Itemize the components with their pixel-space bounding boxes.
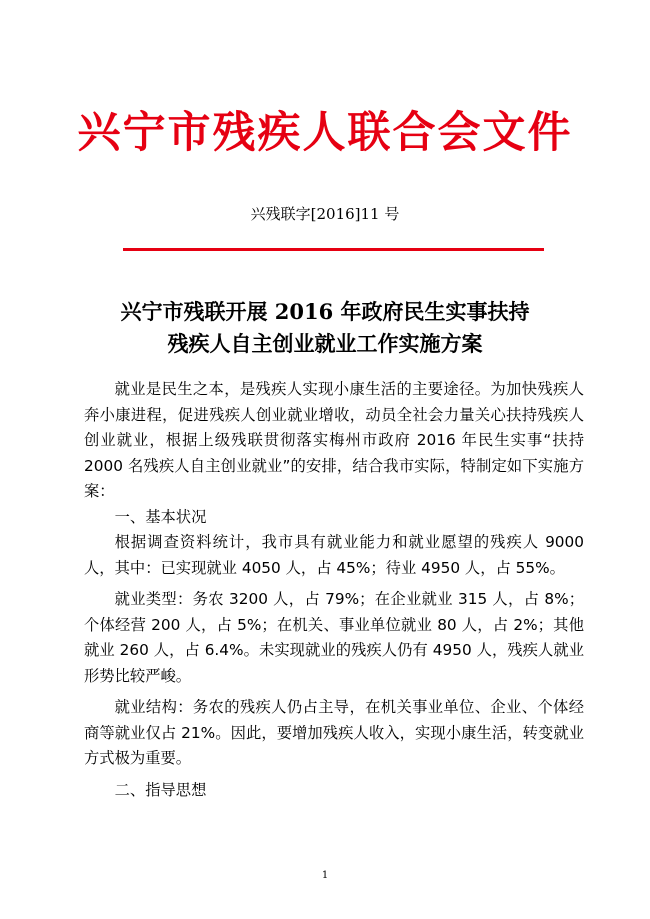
red-divider-line [123,248,544,251]
section-1-paragraph-3: 就业结构：务农的残疾人仍占主导，在机关事业单位、企业、个体经商等就业仅占 21%。因此，要增加残疾人收入，实现小康生活，转变就业方式极为重要。 [84,698,584,767]
page-number: 1 [321,870,329,881]
document-title-line-2: 残疾人自主创业就业工作实施方案 [167,331,483,356]
document-number: 兴残联字[2016]11 号 [250,205,400,223]
document-title [0,296,650,360]
document-title-line-1: 兴宁市残联开展 2016 年政府民生实事扶持 [120,299,530,324]
section-1-heading: 一、基本状况 [114,507,207,526]
section-2-heading: 二、指导思想 [114,780,207,799]
intro-paragraph: 就业是民生之本，是残疾人实现小康生活的主要途径。为加快残疾人奔小康进程，促进残疾人创业就业增收，动员全社会力量关心扶持残疾人创业就业，根据上级残联贯彻落实梅州市政府 2016 年民生实事“扶持 2000 名残疾人自主创业就业”的安排，结合我市实际，特制定如下实施方案： [84,380,584,500]
section-1-paragraph-2: 就业类型：务农 3200 人，占 79%；在企业就业 315 人，占 8%；个体经营 200 人，占 5%；在机关、事业单位就业 80 人，占 2%；其他就业 260 人，占 6.4%。未实现就业的残疾人仍有 4950 人，残疾人就业形势比较严峻。 [84,590,584,685]
org-header-title: 兴宁市残疾人联合会文件 [77,108,573,158]
section-1-paragraph-1: 根据调查资料统计，我市具有就业能力和就业愿望的残疾人 9000 人，其中：已实现就业 4050 人，占 45%；待业 4950 人，占 55%。 [84,533,584,577]
document-body [84,377,584,803]
